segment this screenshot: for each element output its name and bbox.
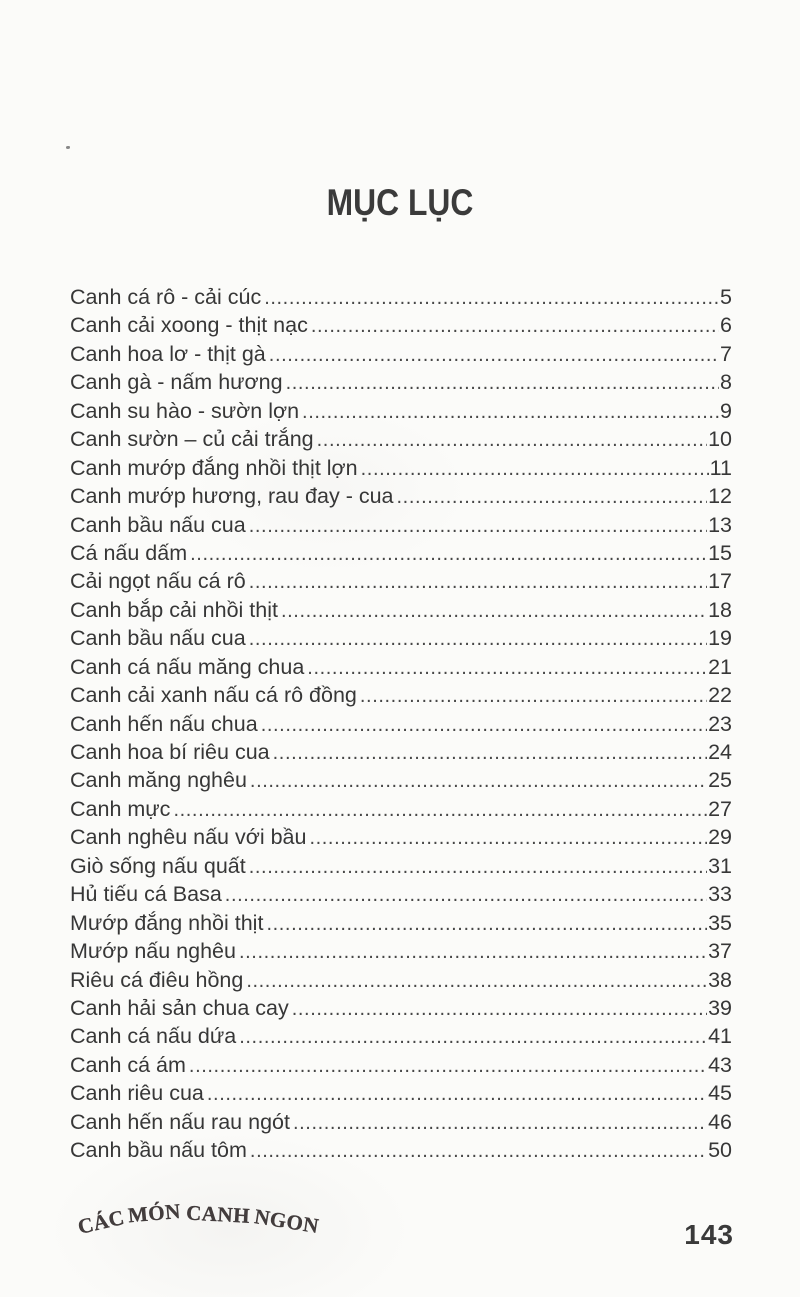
toc-entry-title: Canh mướp hương, rau đay - cua bbox=[70, 484, 394, 509]
toc-entry-page-number: 23 bbox=[708, 711, 732, 736]
toc-leader-dots bbox=[311, 311, 719, 340]
toc-entry bbox=[70, 681, 732, 709]
toc-entry-page-number: 29 bbox=[708, 825, 732, 850]
toc-entry bbox=[70, 880, 732, 908]
toc-entry-title: Canh hến nấu chua bbox=[70, 711, 258, 736]
toc-entry-title: Canh sườn – củ cải trắng bbox=[70, 427, 314, 452]
toc-entry bbox=[70, 738, 732, 766]
toc-entry-title: Canh mướp đắng nhồi thịt lợn bbox=[70, 455, 358, 480]
toc-leader-dots bbox=[249, 567, 707, 596]
book-title-word: CÁC bbox=[75, 1204, 127, 1239]
toc-entry-title: Canh măng nghêu bbox=[70, 768, 247, 793]
toc-entry-title: Canh mực bbox=[70, 796, 171, 821]
toc-entry bbox=[70, 425, 732, 453]
toc-entry-title: Canh cá ám bbox=[70, 1052, 186, 1077]
toc-entry bbox=[70, 283, 732, 311]
toc-leader-dots bbox=[246, 966, 707, 995]
toc-entry-page-number: 6 bbox=[720, 313, 732, 338]
toc-entry bbox=[70, 937, 732, 965]
toc-entry bbox=[70, 909, 732, 937]
toc-entry bbox=[70, 994, 732, 1022]
toc-entry-page-number: 43 bbox=[708, 1052, 732, 1077]
toc-entry-title: Canh gà - nấm hương bbox=[70, 370, 283, 395]
toc-entry-title: Canh bầu nấu tôm bbox=[70, 1138, 247, 1163]
toc-entry-title: Canh bầu nấu cua bbox=[70, 626, 246, 651]
toc-leader-dots bbox=[273, 738, 707, 767]
toc-entry bbox=[70, 823, 732, 851]
toc-entry-page-number: 41 bbox=[708, 1024, 732, 1049]
toc-entry-page-number: 25 bbox=[708, 768, 732, 793]
page-title: MỤC LỤC bbox=[326, 181, 474, 223]
toc-entry bbox=[70, 624, 732, 652]
toc-entry-title: Canh hoa lơ - thịt gà bbox=[70, 341, 266, 366]
toc-entry bbox=[70, 1022, 732, 1050]
toc-entry-title: Canh cá nấu dứa bbox=[70, 1024, 237, 1049]
toc-entry-page-number: 45 bbox=[708, 1081, 732, 1106]
toc-entry-title: Mướp nấu nghêu bbox=[70, 939, 236, 964]
toc-list bbox=[70, 283, 732, 1165]
page-number: 143 bbox=[684, 1219, 734, 1250]
toc-entry bbox=[70, 596, 732, 624]
book-title-word: MÓN bbox=[126, 1198, 182, 1228]
toc-entry-title: Riêu cá điêu hồng bbox=[70, 967, 244, 992]
toc-entry-page-number: 38 bbox=[708, 967, 732, 992]
toc-entry-page-number: 37 bbox=[708, 939, 732, 964]
toc-entry-title: Cải ngọt nấu cá rô bbox=[70, 569, 246, 594]
toc-entry-title: Canh bầu nấu cua bbox=[70, 512, 246, 537]
toc-entry-title: Canh su hào - sườn lợn bbox=[70, 398, 300, 423]
toc-entry bbox=[70, 397, 732, 425]
toc-entry bbox=[70, 1108, 732, 1136]
toc-leader-dots bbox=[189, 1051, 707, 1080]
toc-entry-page-number: 21 bbox=[708, 654, 732, 679]
toc-leader-dots bbox=[173, 795, 707, 824]
toc-entry-page-number: 8 bbox=[720, 370, 732, 395]
toc-entry bbox=[70, 795, 732, 823]
toc-entry-title: Canh cải xoong - thịt nạc bbox=[70, 313, 308, 338]
book-title-logo bbox=[75, 1198, 321, 1239]
toc-entry-title: Giò sống nấu quất bbox=[70, 853, 246, 878]
toc-leader-dots bbox=[249, 624, 707, 653]
toc-entry bbox=[70, 1051, 732, 1079]
toc-entry-title: Canh hải sản chua cay bbox=[70, 995, 289, 1020]
toc-leader-dots bbox=[190, 539, 707, 568]
toc-entry-title: Mướp đắng nhồi thịt bbox=[70, 910, 264, 935]
toc-leader-dots bbox=[239, 1022, 707, 1051]
toc-entry-title: Canh nghêu nấu với bầu bbox=[70, 825, 307, 850]
toc-entry-title: Canh cá nấu măng chua bbox=[70, 654, 305, 679]
toc-leader-dots bbox=[266, 909, 707, 938]
toc-leader-dots bbox=[361, 454, 709, 483]
toc-entry-title: Canh hoa bí riêu cua bbox=[70, 740, 270, 764]
toc-leader-dots bbox=[239, 937, 707, 966]
toc-leader-dots bbox=[360, 681, 707, 710]
toc-entry-page-number: 27 bbox=[708, 796, 732, 821]
toc-entry-title: Cá nấu dấm bbox=[70, 540, 188, 565]
toc-leader-dots bbox=[225, 880, 707, 909]
toc-leader-dots bbox=[317, 425, 707, 454]
toc-entry-title: Canh riêu cua bbox=[70, 1081, 204, 1106]
toc-leader-dots bbox=[250, 1136, 707, 1165]
toc-entry-page-number: 46 bbox=[708, 1109, 732, 1134]
toc-entry bbox=[70, 710, 732, 738]
toc-leader-dots bbox=[207, 1079, 707, 1108]
toc-leader-dots bbox=[264, 283, 719, 312]
toc-entry-page-number: 50 bbox=[708, 1138, 732, 1163]
toc-entry-page-number: 33 bbox=[708, 882, 732, 907]
toc-entry bbox=[70, 511, 732, 539]
toc-entry bbox=[70, 1079, 732, 1107]
toc-entry-title: Hủ tiếu cá Basa bbox=[70, 882, 222, 907]
toc-entry-page-number: 18 bbox=[708, 597, 732, 622]
toc-entry-page-number: 31 bbox=[708, 853, 732, 878]
toc-entry-page-number: 7 bbox=[720, 341, 732, 366]
toc-entry bbox=[70, 1136, 732, 1164]
book-title-word: NGON bbox=[252, 1203, 321, 1238]
toc-entry-page-number: 19 bbox=[708, 626, 732, 651]
toc-entry-page-number: 35 bbox=[708, 910, 732, 935]
toc-entry bbox=[70, 966, 732, 994]
toc-entry-page-number: 17 bbox=[708, 569, 732, 594]
toc-entry-title: Canh cải xanh nấu cá rô đồng bbox=[70, 683, 357, 708]
toc-entry-page-number: 39 bbox=[708, 995, 732, 1020]
toc-leader-dots bbox=[397, 482, 708, 511]
toc-entry-page-number: 12 bbox=[708, 484, 732, 509]
toc-entry bbox=[70, 653, 732, 681]
toc-leader-dots bbox=[281, 596, 707, 625]
toc-entry-page-number: 15 bbox=[708, 540, 732, 565]
toc-entry-page-number: 22 bbox=[708, 683, 732, 708]
toc-entry bbox=[70, 482, 732, 510]
toc-leader-dots bbox=[269, 340, 719, 369]
book-title-word: CANH bbox=[185, 1200, 251, 1228]
toc-leader-dots bbox=[261, 710, 707, 739]
toc-entry bbox=[70, 567, 732, 595]
toc-entry-title: Canh bắp cải nhồi thịt bbox=[70, 597, 278, 622]
toc-leader-dots bbox=[286, 368, 719, 397]
toc-entry-page-number: 24 bbox=[708, 740, 732, 764]
toc-entry bbox=[70, 368, 732, 396]
toc-entry-title: Canh hến nấu rau ngót bbox=[70, 1109, 290, 1134]
toc-entry bbox=[70, 454, 732, 482]
toc-entry-page-number: 5 bbox=[720, 285, 732, 309]
toc-leader-dots bbox=[249, 852, 707, 881]
toc-entry-page-number: 13 bbox=[708, 512, 732, 537]
toc-entry bbox=[70, 340, 732, 368]
toc-entry-page-number: 9 bbox=[720, 398, 732, 423]
toc-leader-dots bbox=[293, 1108, 707, 1137]
toc-leader-dots bbox=[249, 511, 707, 540]
paper-speck bbox=[66, 146, 70, 149]
toc-entry-page-number: 11 bbox=[709, 455, 732, 480]
toc-leader-dots bbox=[309, 823, 707, 852]
toc-entry-page-number: 10 bbox=[708, 427, 732, 452]
toc-leader-dots bbox=[292, 994, 707, 1023]
toc-entry bbox=[70, 311, 732, 339]
toc-entry bbox=[70, 539, 732, 567]
toc-entry bbox=[70, 852, 732, 880]
toc-leader-dots bbox=[250, 766, 707, 795]
toc-leader-dots bbox=[302, 397, 719, 426]
toc-entry-title: Canh cá rô - cải cúc bbox=[70, 285, 262, 309]
toc-leader-dots bbox=[307, 653, 707, 682]
toc-entry bbox=[70, 766, 732, 794]
